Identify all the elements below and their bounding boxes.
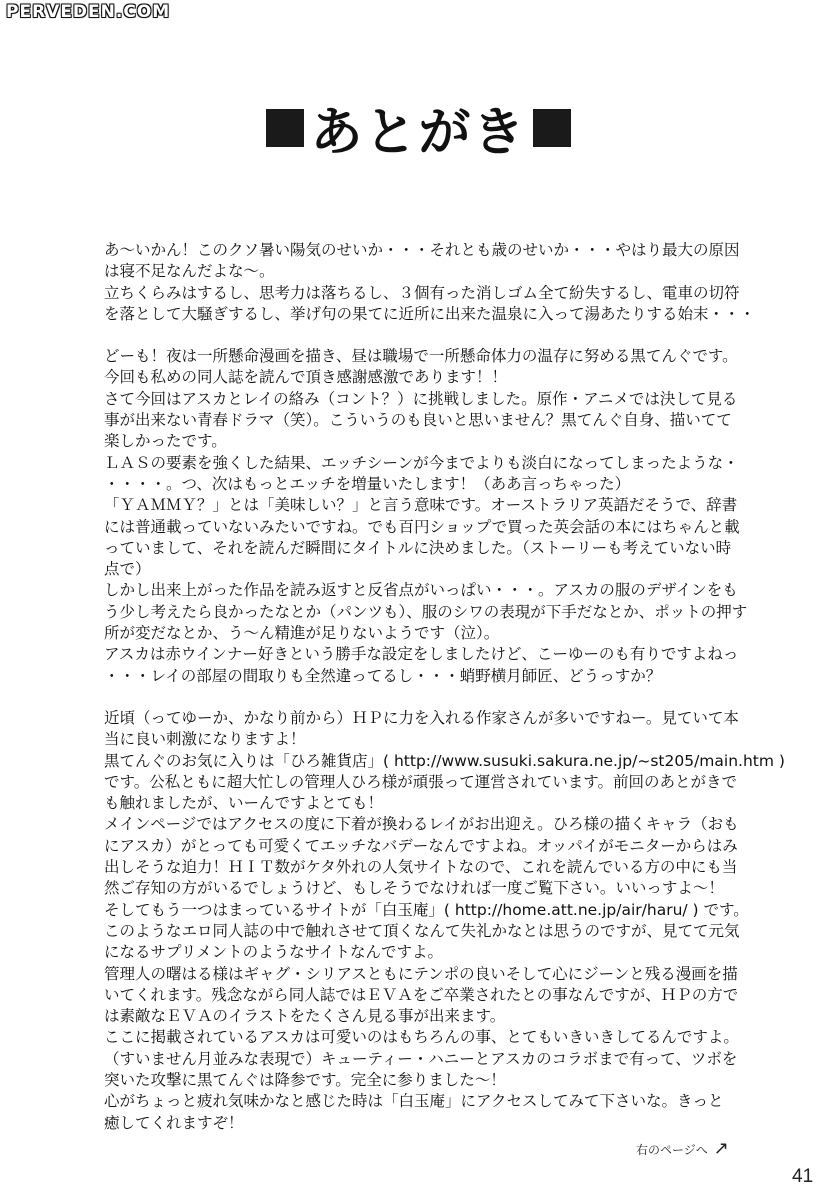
text-line: ・・・・。つ、次はもっとエッチを増量いたします！（ああ言っちゃった） [104, 474, 631, 493]
text-line: アスカは赤ウインナー好きという勝手な設定をしましたけど、こーゆーのも有りですよねっ [104, 645, 739, 664]
text-line: しかし出来上がった作品を読み返すと反省点がいっぱい・・・。アスカの服のデザインをも [104, 581, 738, 600]
text-line: 近頃（ってゆーか、かなり前から）ＨＰに力を入れる作家さんが多いですねー。見ていて本 [104, 708, 739, 727]
next-page-note [636, 1138, 729, 1159]
text-line: 癒してくれますぞ！ [104, 1113, 244, 1132]
text-line: 然ご存知の方がいるでしょうけど、もしそうでなければ一度ご覧下さい。いいっすよ〜！ [104, 879, 724, 898]
text-line: 管理人の曙はる様はギャグ・シリアスともにテンポの良いそして心にジーンと残る漫画を描 [104, 964, 738, 983]
afterword-body [104, 240, 794, 1155]
site-watermark: PERVEDEN.COM [6, 2, 171, 22]
text-line: このようなエロ同人誌の中で触れさせて頂くなんて失礼かなとは思うのですが、見てて元気 [104, 921, 740, 940]
paragraph [104, 240, 794, 325]
text-line: を落として大騒ぎするし、挙げ句の果てに近所に出来た温泉に入って湯あたりする始末・・・ [104, 304, 756, 323]
page-title: あとがき [310, 103, 527, 163]
paragraph [104, 346, 794, 687]
text-line: ＬＡＳの要素を強くした結果、エッチシーンが今までよりも淡白になってしまったような・ [104, 453, 739, 472]
text-line: そしてもう一つはまっているサイトが「白玉庵」( http://home.att.ne.jp/air/haru/ ) です。 [104, 900, 749, 919]
text-line: あ〜いかん！このクソ暑い陽気のせいか・・・それとも歳のせいか・・・やはり最大の原因 [104, 241, 740, 259]
text-line: です。公私ともに超大忙しの管理人ひろ様が頑張って運営されています。前回のあとがきで [104, 772, 738, 791]
text-line: さて今回はアスカとレイの絡み（コント？）に挑戦しました。原作・アニメでは決して見る [104, 389, 738, 408]
text-line: 点で） [104, 560, 151, 579]
text-line: にアスカ）がとっても可愛くてエッチなバデーなんですよね。オッパイがモニターからはみ [104, 836, 738, 855]
text-line: ・・・レイの部屋の間取りも全然違ってるし・・・蛸野横月師匠、どうっすか？ [104, 666, 662, 685]
title-right-square-icon [533, 109, 571, 147]
text-line: には普通載っていないみたいですね。でも百円ショップで買った英会話の本にはちゃんと載 [104, 517, 740, 536]
text-line: 事が出来ない青春ドラマ（笑）。こういうのも良いと思いません？黒てんぐ自身、描いてて [104, 411, 732, 430]
text-line: は素敵なＥＶＡのイラストをたくさん見る事が出来ます。 [104, 1007, 506, 1026]
text-line: 黒てんぐのお気に入りは「ひろ雑貨店」( http://www.susuki.sakura.ne.jp/~st205/main.htm ) [104, 751, 785, 770]
text-line: っていまして、それを読んだ瞬間にタイトルに決めました。（ストーリーも考えていない時 [104, 538, 732, 557]
arrow-up-right-icon: ↗ [713, 1138, 729, 1159]
title-left-square-icon [266, 109, 304, 147]
text-line: も触れましたが、いーんですよとても！ [104, 794, 384, 813]
text-line: 今回も私めの同人誌を読んで頂き感謝感激であります！！ [104, 368, 508, 387]
text-line: （すいません月並みな表現で）キューティー・ハニーとアスカのコラボまで有って、ツボを [104, 1049, 738, 1068]
next-page-label: 右のページへ [636, 1143, 708, 1157]
text-line: う少し考えたら良かったなとか（パンツも）、服のシワの表現が下手だなとか、ポットの押す [104, 602, 748, 621]
text-line: 突いた攻撃に黒てんぐは降参です。完全に参りました〜！ [104, 1070, 506, 1089]
text-line: メインページではアクセスの度に下着が換わるレイがお出迎え。ひろ様の描くキャラ（おも [104, 815, 739, 834]
text-line: 所が変だなとか、う〜ん精進が足りないようです（泣）。 [104, 624, 500, 643]
text-line: 出しそうな迫力！ＨＩＴ数がケタ外れの人気サイトなので、これを読んでいる方の中にも当 [104, 858, 738, 877]
text-line: 楽しかったです。 [104, 432, 227, 451]
text-line: になるサプリメントのようなサイトなんですよ。 [104, 943, 443, 962]
title-row [0, 90, 837, 165]
text-line: ここに掲載されているアスカは可愛いのはもちろんの事、とてもいきいきしてるんですよ。 [104, 1028, 739, 1047]
text-line: 心がちょっと疲れ気味かなと感じた時は「白玉庵」にアクセスしてみて下さいな。きっと [104, 1092, 724, 1111]
text-line: は寝不足なんだよな〜。 [104, 262, 275, 281]
text-line: 立ちくらみはするし、思考力は落ちるし、３個有った消しゴム全て紛失するし、電車の切符 [104, 283, 740, 302]
paragraph [104, 708, 794, 1134]
text-line: 当に良い刺激になりますよ！ [104, 730, 306, 749]
text-line: 「ＹＡＭＭＹ？」とは「美味しい？」と言う意味です。オーストラリア英語だそうで、辞書 [104, 496, 738, 515]
page-number: 41 [792, 1166, 814, 1187]
text-line: いてくれます。残念ながら同人誌ではＥＶＡをご卒業されたとの事なんですが、ＨＰの方で [104, 985, 739, 1004]
text-line: どーも！夜は一所懸命漫画を描き、昼は職場で一所懸命体力の温存に努める黒てんぐです。 [104, 347, 738, 366]
